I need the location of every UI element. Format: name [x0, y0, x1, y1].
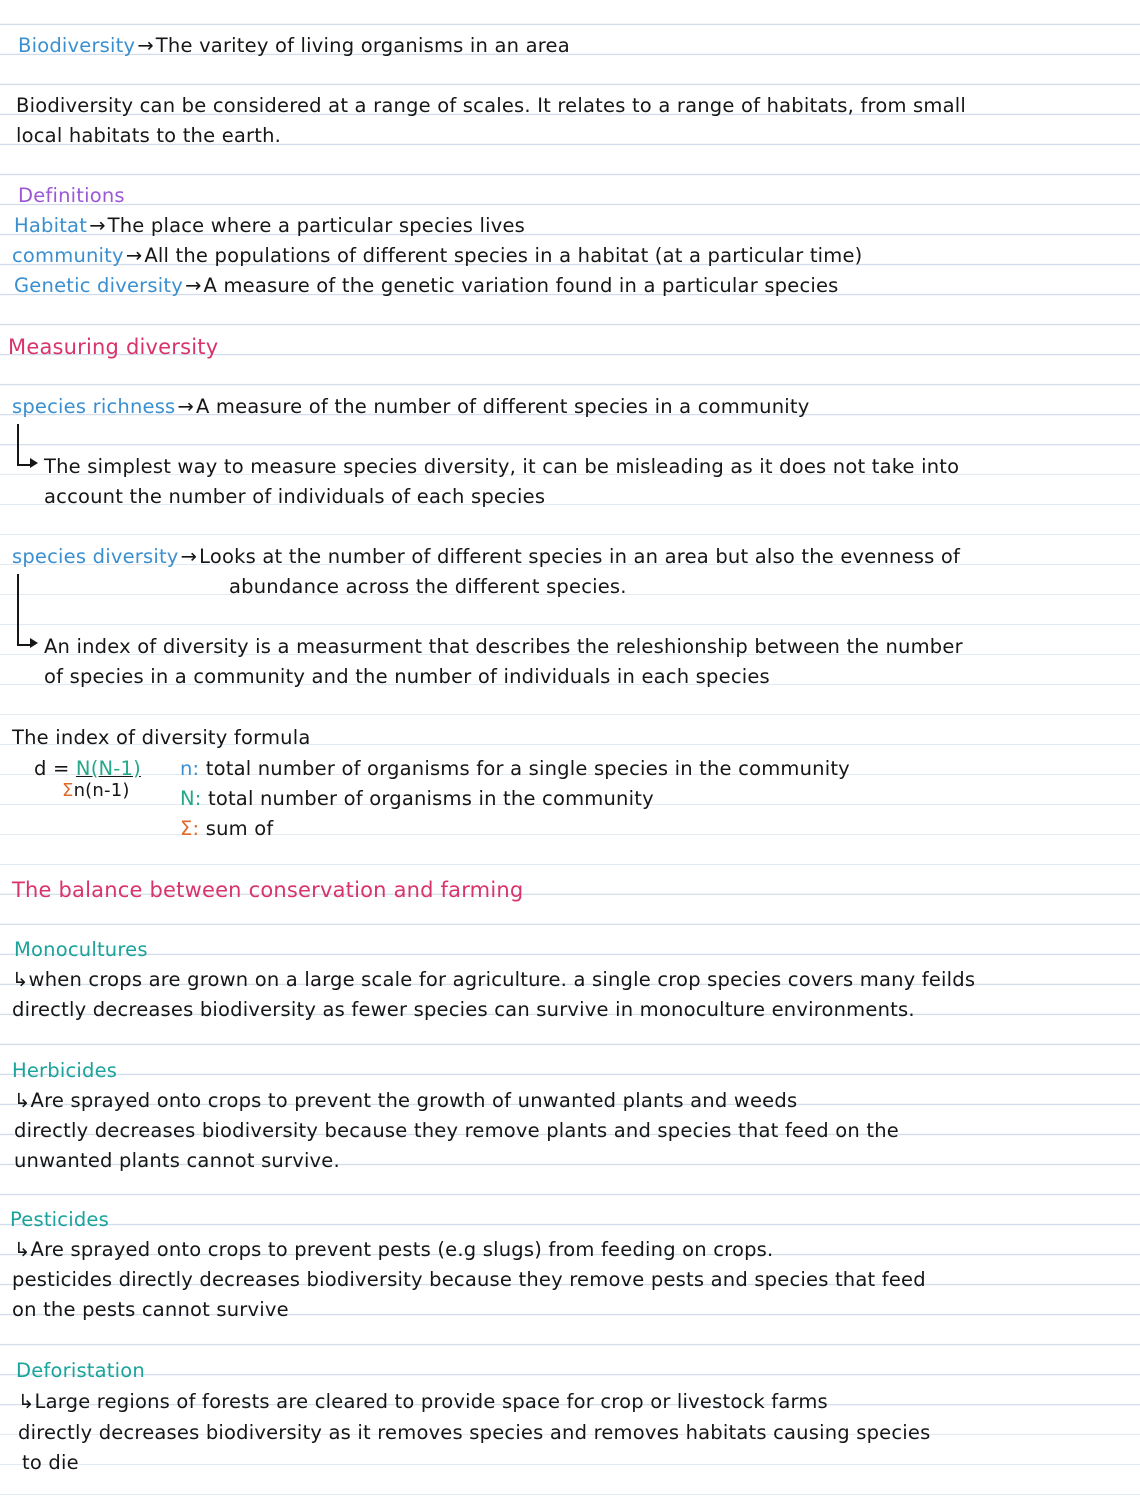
- definition-text: A measure of the genetic variation found in a particular species: [203, 274, 839, 297]
- arrow-icon: →: [177, 395, 194, 418]
- biodiversity-para-line-1: Biodiversity can be considered at a range of scales. It relates to a range of habitats, from small: [16, 94, 966, 117]
- definitions-heading: Definitions: [18, 184, 125, 207]
- index-note-2: of species in a community and the number of individuals in each species: [44, 665, 770, 688]
- note-arrow-icon: ↳: [14, 1089, 31, 1112]
- key-text: sum of: [205, 817, 274, 840]
- index-note-1: An index of diversity is a measurment that describes the releshionship between the number: [44, 635, 963, 658]
- arrow-head-icon: [30, 638, 38, 648]
- definition-text: All the populations of different species in a habitat (at a particular time): [144, 244, 863, 267]
- formula-denominator-text: n(n-1): [73, 780, 130, 801]
- arrow-head-icon: [30, 458, 38, 468]
- note-arrow-icon: ↳: [18, 1390, 35, 1413]
- arrow-icon: →: [137, 34, 154, 57]
- species-diversity-term: species diversity: [12, 545, 179, 568]
- formula-denominator: [62, 776, 130, 806]
- species-richness-line: [12, 392, 809, 422]
- monocultures-heading: Monocultures: [14, 938, 148, 961]
- note-text: Large regions of forests are cleared to provide space for crop or livestock farms: [34, 1390, 828, 1413]
- note-arrow-icon: ↳: [14, 1238, 31, 1261]
- biodiversity-term: Biodiversity: [18, 34, 136, 57]
- note-text: Are sprayed onto crops to prevent pests (e.g slugs) from feeding on crops.: [30, 1238, 774, 1261]
- formula-key-n: [180, 754, 850, 784]
- species-diversity-definition: Looks at the number of different species in an area but also the evenness of: [199, 545, 961, 568]
- key-symbol: N:: [180, 787, 202, 810]
- deforistation-line-1: [18, 1387, 828, 1417]
- formula-lhs: d =: [34, 757, 70, 780]
- arrow-icon: →: [180, 545, 198, 568]
- sigma-symbol: Σ: [62, 780, 74, 801]
- measuring-diversity-heading: Measuring diversity: [8, 335, 219, 359]
- definition-community: [12, 241, 863, 271]
- bracket-arrow-icon: [17, 574, 33, 646]
- key-text: total number of organisms for a single species in the community: [205, 757, 850, 780]
- biodiversity-definition-line: [18, 31, 570, 61]
- herbicides-line-3: unwanted plants cannot survive.: [14, 1149, 340, 1172]
- formula-numerator: N(N-1): [75, 757, 141, 780]
- deforistation-heading: Deforistation: [16, 1359, 145, 1382]
- definition-term: Genetic diversity: [14, 274, 183, 297]
- species-richness-definition: A measure of the number of different species in a community: [195, 395, 810, 418]
- biodiversity-definition: The varitey of living organisms in an area: [155, 34, 570, 57]
- definition-habitat: [14, 211, 525, 241]
- arrow-icon: →: [89, 214, 106, 237]
- note-text: Are sprayed onto crops to prevent the growth of unwanted plants and weeds: [30, 1089, 798, 1112]
- definition-genetic-diversity: [14, 271, 839, 301]
- arrow-icon: →: [125, 244, 143, 267]
- biodiversity-para-line-2: local habitats to the earth.: [16, 124, 282, 147]
- pesticides-line-3: on the pests cannot survive: [12, 1298, 289, 1321]
- species-diversity-definition-2: abundance across the different species.: [229, 575, 627, 598]
- definition-text: The place where a particular species lives: [107, 214, 526, 237]
- monocultures-line-2: directly decreases biodiversity as fewer species can survive in monoculture environments.: [12, 998, 915, 1021]
- arrow-icon: →: [184, 274, 202, 297]
- key-symbol: n:: [180, 757, 200, 780]
- note-arrow-icon: ↳: [12, 968, 29, 991]
- note-text: when crops are grown on a large scale for agriculture. a single crop species covers many feilds: [28, 968, 976, 991]
- species-diversity-line: [12, 542, 960, 572]
- key-symbol: Σ:: [180, 817, 200, 840]
- formula-heading: The index of diversity formula: [12, 726, 311, 749]
- species-richness-note-2: account the number of individuals of each species: [44, 485, 546, 508]
- pesticides-line-1: [14, 1235, 773, 1265]
- herbicides-line-2: directly decreases biodiversity because they remove plants and species that feed on the: [14, 1119, 899, 1142]
- monocultures-line-1: [12, 965, 975, 995]
- key-text: total number of organisms in the community: [207, 787, 654, 810]
- herbicides-line-1: [14, 1086, 797, 1116]
- herbicides-heading: Herbicides: [12, 1059, 118, 1082]
- pesticides-heading: Pesticides: [10, 1208, 109, 1231]
- deforistation-line-3: to die: [22, 1451, 79, 1474]
- formula-key-N: [180, 784, 654, 814]
- deforistation-line-2: directly decreases biodiversity as it removes species and removes habitats causing species: [18, 1421, 931, 1444]
- species-richness-term: species richness: [12, 395, 176, 418]
- formula-key-sigma: [180, 814, 273, 844]
- balance-heading: The balance between conservation and farming: [12, 878, 524, 902]
- definition-term: Habitat: [14, 214, 88, 237]
- species-richness-note-1: The simplest way to measure species diversity, it can be misleading as it does not take into: [44, 455, 960, 478]
- pesticides-line-2: pesticides directly decreases biodiversity because they remove pests and species that feed: [12, 1268, 926, 1291]
- definition-term: community: [12, 244, 124, 267]
